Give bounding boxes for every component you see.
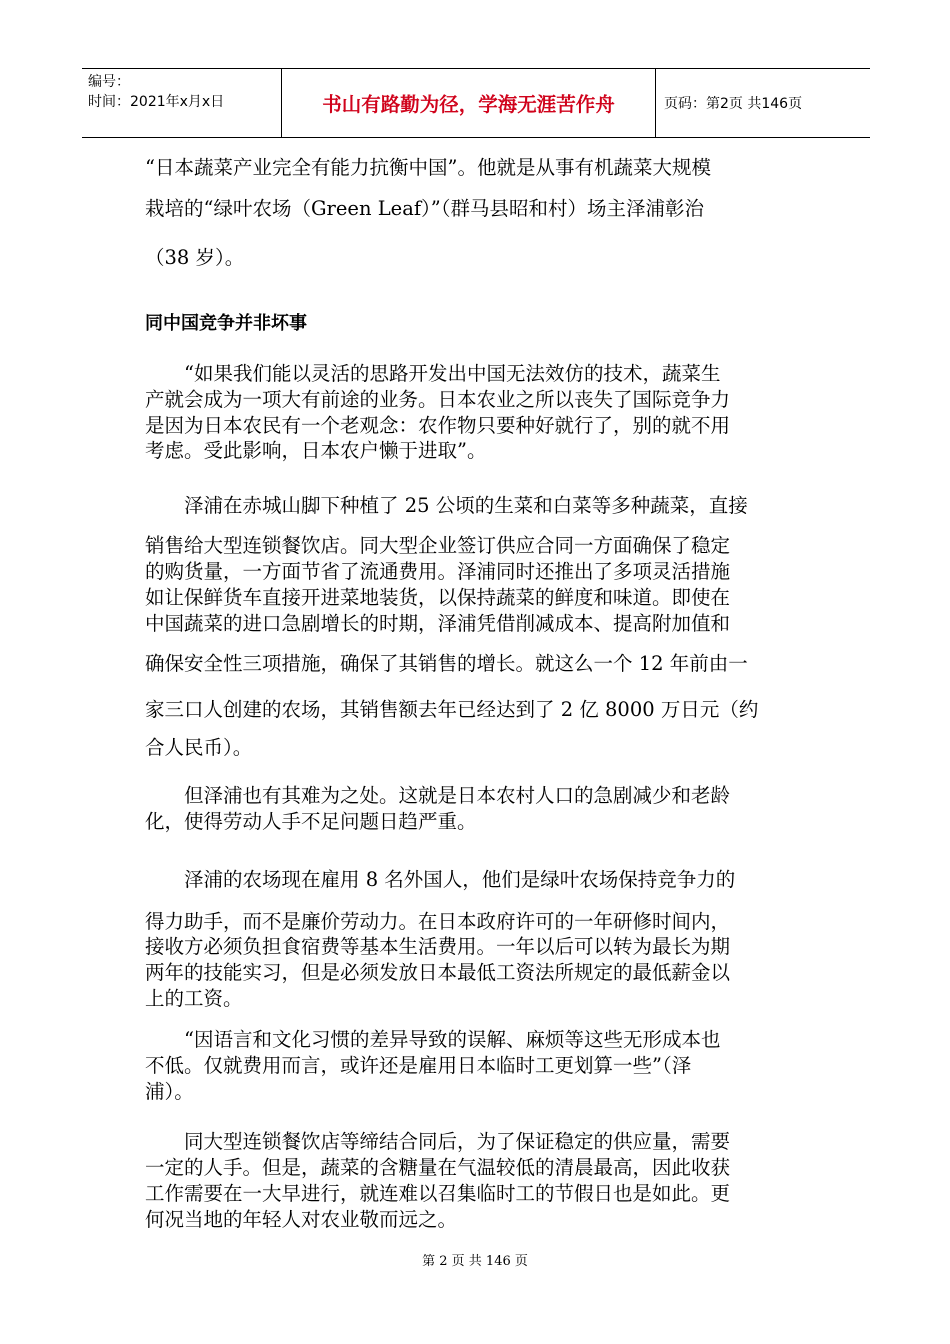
paragraph-line: 确保安全性三项措施，确保了其销售的增长。就这么一个 12 年前由一 xyxy=(145,652,748,675)
header-page-info-cell xyxy=(656,69,870,137)
paragraph-line: 上的工资。 xyxy=(145,987,243,1010)
page-header xyxy=(82,68,870,138)
paragraph-line: 浦）。 xyxy=(145,1080,194,1103)
paragraph-line: 两年的技能实习，但是必须发放日本最低工资法所规定的最低薪金以 xyxy=(145,961,731,984)
paragraph-line: （38 岁）。 xyxy=(145,246,245,269)
paragraph-line: 工作需要在一大早进行，就连难以召集临时工的节假日也是如此。更 xyxy=(145,1182,731,1205)
paragraph-line: 栽培的“绿叶农场（Green Leaf）”（群马县昭和村）场主泽浦彰治 xyxy=(145,197,705,220)
paragraph-line: 泽浦在赤城山脚下种植了 25 公顷的生菜和白菜等多种蔬菜，直接 xyxy=(145,494,748,517)
paragraph-line: 不低。仅就费用而言，或许还是雇用日本临时工更划算一些”（泽 xyxy=(145,1054,692,1077)
paragraph-line: 考虑。受此影响，日本农户懒于进取”。 xyxy=(145,439,487,462)
footer-page-number: 第 2 页 共 146 页 xyxy=(422,1254,528,1269)
paragraph-line: 泽浦的农场现在雇用 8 名外国人，他们是绿叶农场保持竞争力的 xyxy=(145,868,736,891)
paragraph-line: 中国蔬菜的进口急剧增长的时期，泽浦凭借削减成本、提高附加值和 xyxy=(145,612,731,635)
header-page-info: 页码：第2页 共146页 xyxy=(664,96,803,112)
paragraph-line: “如果我们能以灵活的思路开发出中国无法效仿的技术，蔬菜生 xyxy=(145,362,721,385)
paragraph-line: “因语言和文化习惯的差异导致的误解、麻烦等这些无形成本也 xyxy=(145,1028,721,1051)
paragraph-line: 合人民币）。 xyxy=(145,736,253,759)
paragraph-line: 接收方必须负担食宿费等基本生活费用。一年以后可以转为最长为期 xyxy=(145,935,731,958)
paragraph-line: 的购货量，一方面节省了流通费用。泽浦同时还推出了多项灵活措施 xyxy=(145,560,731,583)
page-footer xyxy=(0,1250,950,1269)
section-heading: 同中国竞争并非坏事 xyxy=(145,313,307,334)
paragraph-line: 家三口人创建的农场，其销售额去年已经达到了 2 亿 8000 万日元（约 xyxy=(145,698,759,721)
paragraph-line: 一定的人手。但是，蔬菜的含糖量在气温较低的清晨最高，因此收获 xyxy=(145,1156,731,1179)
paragraph-line: 但泽浦也有其难为之处。这就是日本农村人口的急剧减少和老龄 xyxy=(145,784,731,807)
paragraph-line: “日本蔬菜产业完全有能力抗衡中国”。他就是从事有机蔬菜大规模 xyxy=(145,156,711,179)
paragraph-line: 得力助手，而不是廉价劳动力。在日本政府许可的一年研修时间内， xyxy=(145,910,731,933)
paragraph-line: 何况当地的年轻人对农业敬而远之。 xyxy=(145,1208,458,1231)
header-motto-cell xyxy=(282,69,656,137)
document-date: 时间：2021年x月x日 xyxy=(88,94,225,110)
paragraph-line: 是因为日本农民有一个老观念：农作物只要种好就行了，别的就不用 xyxy=(145,414,731,437)
paragraph-line: 同大型连锁餐饮店等缔结合同后，为了保证稳定的供应量，需要 xyxy=(145,1130,731,1153)
paragraph-line: 产就会成为一项大有前途的业务。日本农业之所以丧失了国际竞争力 xyxy=(145,388,731,411)
document-number-label: 编号： xyxy=(88,74,130,90)
paragraph-line: 化，使得劳动人手不足问题日趋严重。 xyxy=(145,810,477,833)
paragraph-line: 销售给大型连锁餐饮店。同大型企业签订供应合同一方面确保了稳定 xyxy=(145,534,731,557)
header-motto: 书山有路勤为径，学海无涯苦作舟 xyxy=(322,93,615,116)
header-meta xyxy=(82,69,282,137)
paragraph-line: 如让保鲜货车直接开进菜地装货，以保持蔬菜的鲜度和味道。即使在 xyxy=(145,586,731,609)
